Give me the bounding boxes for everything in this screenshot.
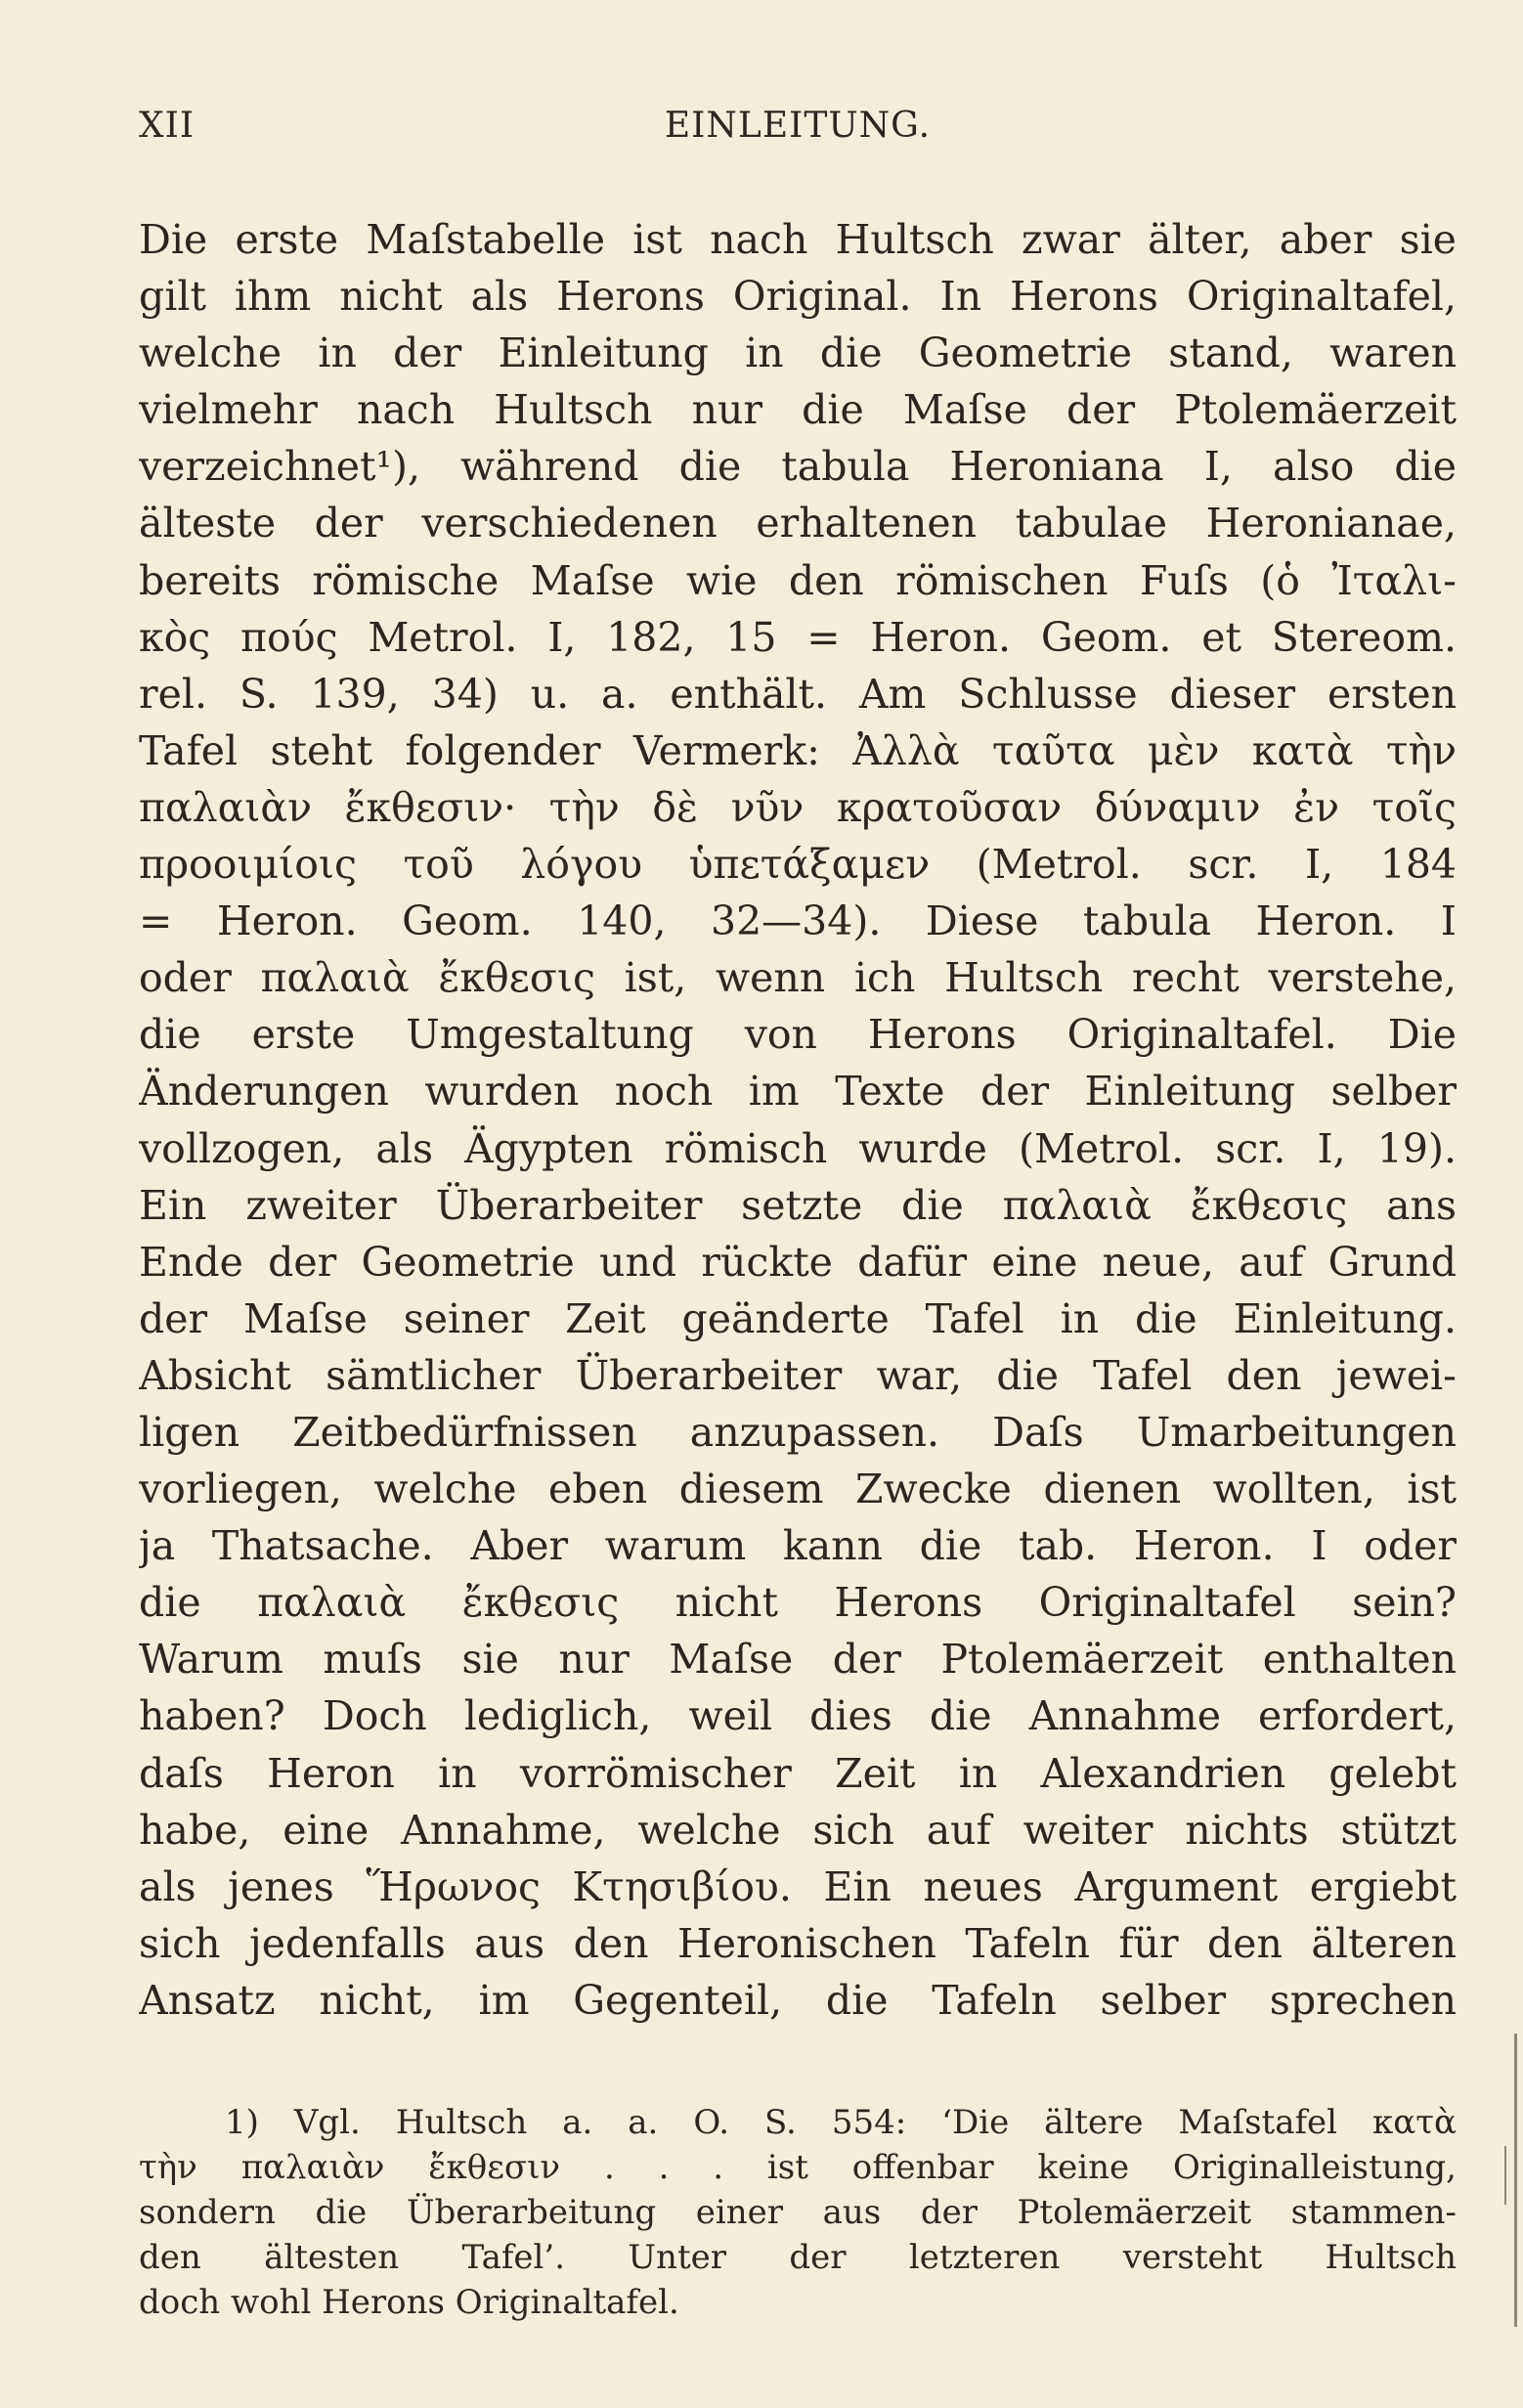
text-line: Ende der Geometrie und rückte dafür eine neue, auf Grund	[139, 1238, 1457, 1286]
text-line: der Maſse seiner Zeit geänderte Tafel in die Einleitung.	[139, 1294, 1457, 1342]
text-line: habe, eine Annahme, welche sich auf weiter nichts stützt	[139, 1806, 1457, 1854]
text-line: gilt ihm nicht als Herons Original. In Herons Originaltafel,	[139, 273, 1457, 321]
scan-edge-mark	[1504, 2146, 1506, 2205]
text-line: daſs Heron in vorrömischer Zeit in Alexandrien gelebt	[139, 1749, 1457, 1797]
running-title: EINLEITUNG.	[664, 106, 932, 146]
running-head	[139, 106, 1457, 154]
text-line: vollzogen, als Ägypten römisch wurde (Metrol. scr. I, 19).	[139, 1124, 1457, 1172]
text-line: κὸς πούς Metrol. I, 182, 15 = Heron. Geom. et Stereom.	[139, 613, 1457, 661]
text-line: Ansatz nicht, im Gegenteil, die Tafeln selber sprechen	[139, 1976, 1457, 2024]
text-line: rel. S. 139, 34) u. a. enthält. Am Schlusse dieser ersten	[139, 670, 1457, 718]
footnote-line: τὴν παλαιὰν ἔκθεσιν . . . ist offenbar keine Originalleistung,	[139, 2148, 1457, 2187]
text-line: παλαιὰν ἔκθεσιν· τὴν δὲ νῦν κρατοῦσαν δύναμιν ἐν τοῖς	[139, 783, 1457, 831]
text-line: vielmehr nach Hultsch nur die Maſse der Ptolemäerzeit	[139, 386, 1457, 434]
footnote-line: 1) Vgl. Hultsch a. a. O. S. 554: ‘Die ältere Maſstafel κατὰ	[225, 2103, 1457, 2142]
text-line: προοιμίοις τοῦ λόγου ὑπετάξαμεν (Metrol. scr. I, 184	[139, 841, 1457, 889]
footnote-line: doch wohl Herons Originaltafel.	[139, 2283, 679, 2322]
text-line: oder παλαιὰ ἔκθεσις ist, wenn ich Hultsch recht verstehe,	[139, 954, 1457, 1002]
footnote-line: sondern die Überarbeitung einer aus der Ptolemäerzeit stammen-	[139, 2193, 1457, 2232]
text-line: Die erste Maſstabelle ist nach Hultsch zwar älter, aber sie	[139, 216, 1457, 263]
text-line: Tafel steht folgender Vermerk: Ἀλλὰ ταῦτα μὲν κατὰ τὴν	[139, 726, 1457, 774]
footnote-line: den ältesten Tafel’. Unter der letzteren versteht Hultsch	[139, 2238, 1457, 2277]
text-line: ligen Zeitbedürfnissen anzupassen. Daſs Umarbeitungen	[139, 1408, 1457, 1456]
text-line: sich jedenfalls aus den Heronischen Tafeln für den älteren	[139, 1919, 1457, 1967]
page-number: XII	[139, 106, 196, 146]
text-line: = Heron. Geom. 140, 32—34). Diese tabula Heron. I	[139, 898, 1457, 945]
text-line: die παλαιὰ ἔκθεσις nicht Herons Originaltafel sein?	[139, 1579, 1457, 1627]
text-line: Änderungen wurden noch im Texte der Einleitung selber	[139, 1068, 1457, 1116]
text-line: bereits römische Maſse wie den römischen Fuſs (ὁ Ἰταλι-	[139, 556, 1457, 604]
text-line: Ein zweiter Überarbeiter setzte die παλαιὰ ἔκθεσις ans	[139, 1181, 1457, 1229]
text-line: die erste Umgestaltung von Herons Originaltafel. Die	[139, 1011, 1457, 1059]
text-line: haben? Doch lediglich, weil dies die Annahme erfordert,	[139, 1692, 1457, 1740]
scan-edge-mark	[1514, 2034, 1517, 2327]
text-line: ja Thatsache. Aber warum kann die tab. Heron. I oder	[139, 1522, 1457, 1570]
text-line: welche in der Einleitung in die Geometrie stand, waren	[139, 329, 1457, 377]
text-line: verzeichnet¹), während die tabula Heroniana I, also die	[139, 443, 1457, 491]
body-text	[139, 211, 1457, 2029]
text-line: vorliegen, welche eben diesem Zwecke dienen wollten, ist	[139, 1466, 1457, 1513]
text-line: als jenes Ἥρωνος Κτησιβίου. Ein neues Argument ergiebt	[139, 1862, 1457, 1910]
text-line: Warum muſs sie nur Maſse der Ptolemäerzeit enthalten	[139, 1636, 1457, 1684]
text-line: älteste der verschiedenen erhaltenen tabulae Heronianae,	[139, 500, 1457, 547]
footnotes	[139, 2100, 1457, 2325]
text-line: Absicht sämtlicher Überarbeiter war, die Tafel den jewei-	[139, 1351, 1457, 1399]
